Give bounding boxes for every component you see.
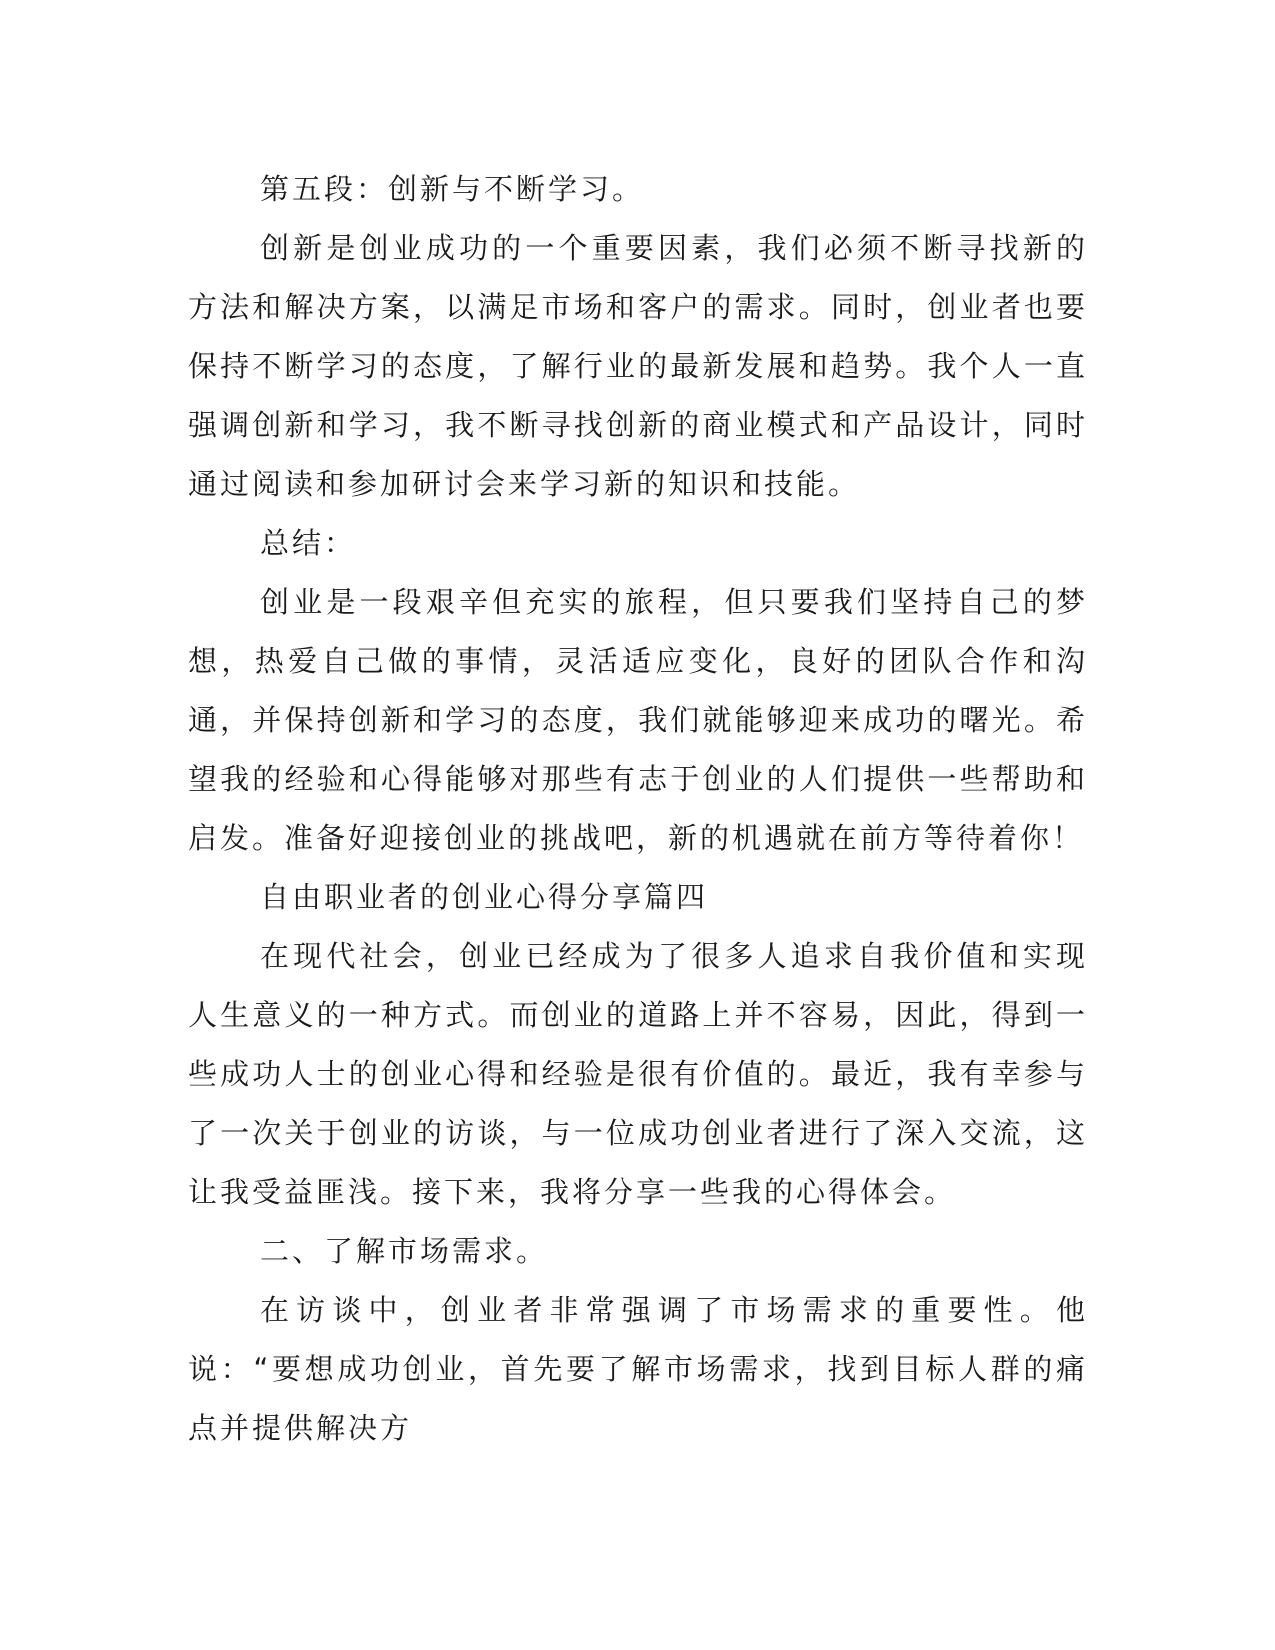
document-body [188, 160, 1088, 1458]
paragraph-market-demand: 在访谈中，创业者非常强调了市场需求的重要性。他说：“要想成功创业，首先要了解市场需求，找到目标人群的痛点并提供解决方 [188, 1293, 1088, 1445]
article-title-part-four: 自由职业者的创业心得分享篇四 [260, 880, 709, 914]
paragraph-summary: 创业是一段艰辛但充实的旅程，但只要我们坚持自己的梦想，热爱自己做的事情，灵活适应变化，良好的团队合作和沟通，并保持创新和学习的态度，我们就能够迎来成功的曙光。希望我的经验和心得能够对那些有志于创业的人们提供一些帮助和启发。准备好迎接创业的挑战吧，新的机遇就在前方等待着你！ [188, 585, 1088, 855]
paragraph-intro: 在现代社会，创业已经成为了很多人追求自我价值和实现人生意义的一种方式。而创业的道路上并不容易，因此，得到一些成功人士的创业心得和经验是很有价值的。最近，我有幸参与了一次关于创业的访谈，与一位成功创业者进行了深入交流，这让我受益匪浅。接下来，我将分享一些我的心得体会。 [188, 939, 1088, 1209]
section-heading-summary: 总结： [260, 526, 357, 560]
paragraph-innovation: 创新是创业成功的一个重要因素，我们必须不断寻找新的方法和解决方案，以满足市场和客户的需求。同时，创业者也要保持不断学习的态度，了解行业的最新发展和趋势。我个人一直强调创新和学习，我不断寻找创新的商业模式和产品设计，同时通过阅读和参加研讨会来学习新的知识和技能。 [188, 231, 1088, 501]
section-heading-market-demand: 二、了解市场需求。 [260, 1234, 549, 1268]
section-heading-innovation: 第五段：创新与不断学习。 [260, 172, 645, 206]
